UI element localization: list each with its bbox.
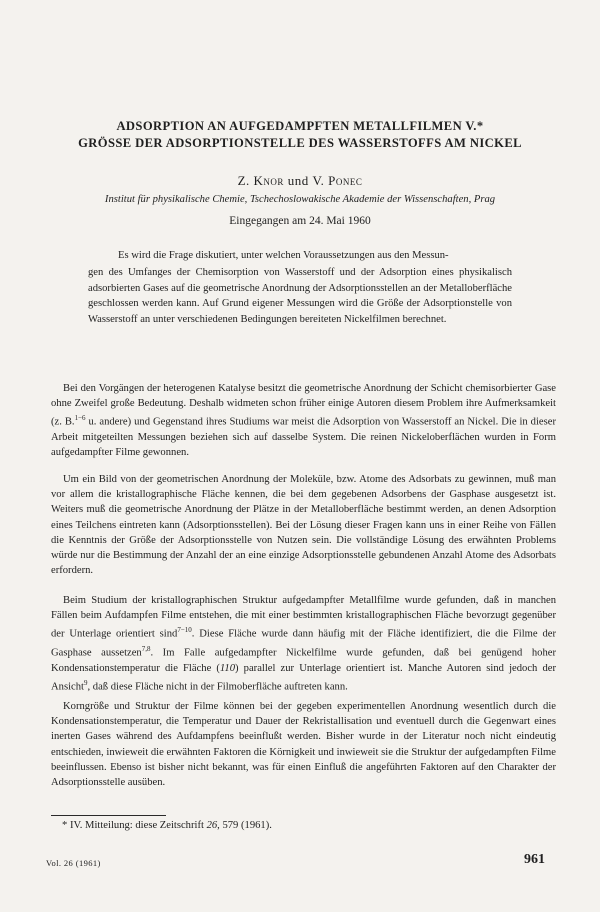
paper-title-line-1: ADSORPTION AN AUFGEDAMPFTEN METALLFILMEN V.* bbox=[116, 119, 484, 133]
footnote bbox=[62, 820, 272, 831]
p3-text-d: ) parallel zur Unterlage orientiert ist. Manche Autoren sind jedoch der Ansicht bbox=[51, 662, 556, 693]
page-number: 961 bbox=[524, 852, 545, 867]
p3-text-c: . Im Falle aufgedampfter Nickelfilme wurde gefunden, daß bei genügend hoher Kondensationstemperatur die Fläche ( bbox=[51, 647, 556, 674]
p1-text-b: u. andere) und Gegenstand ihres Studiums war meist die Adsorption von Wasserstoff an Nickel. Die in dieser Arbeit mitgeteilten Messungen beziehen sich auf dasselbe System. Die reinen Nickeloberflächen wurden in Form aufgedampfter Filme gewonnen. bbox=[51, 416, 556, 459]
p3-citation-1: 7−10 bbox=[177, 626, 192, 635]
p3-citation-3: 9 bbox=[83, 679, 88, 688]
p1-text-a: Bei den Vorgängen der heterogenen Katalyse besitzt die geometrische Anordnung der Schicht chemisorbierter Gase ohne Zweifel große Bedeutung. Deshalb widmeten schon früher einige Autoren diesem Problem ihre Aufmerksamkeit (z. B. bbox=[51, 383, 556, 428]
p1-citation: 1−6 bbox=[74, 414, 86, 423]
body-paragraph-1 bbox=[51, 381, 556, 461]
paper-title-line-2: GRÖSSE DER ADSORPTIONSTELLE DES WASSERSTOFFS AM NICKEL bbox=[78, 136, 522, 150]
author-line bbox=[40, 173, 560, 189]
author-connector: und bbox=[287, 173, 309, 188]
received-date: Eingegangen am 24. Mai 1960 bbox=[229, 215, 371, 227]
p3-text-e: , daß diese Fläche nicht in der Filmoberfläche auftreten kann. bbox=[87, 681, 348, 693]
footnote-divider bbox=[51, 815, 166, 816]
journal-volume: Vol. 26 (1961) bbox=[46, 858, 101, 868]
body-paragraph-4: Korngröße und Struktur der Filme können bei der gegeben experimentellen Anordnung wesentlich durch die Kondensationstemperatur, die Temperatur und Dauer der Rekristallisation und eventuell durch die Gegenwart eines inerten Gases während des Aufdampfens beeinflußt werden. Bisher wurde in der Literatur noch nicht eindeutig entschieden, inwieweit die erwähnten Faktoren die Körnigkeit und inwieweit sie die Struktur der aufgedampften Filme beeinflussen. Ebenso ist bisher nicht bekannt, was für einen Einfluß die angeführten Faktoren auf den Charakter der Adsorptionsstelle ausüben. bbox=[51, 701, 556, 789]
author-2: V. Ponec bbox=[312, 173, 363, 188]
abstract-body: gen des Umfanges der Chemisorption von Wasserstoff und der Adsorption eines physikalisch adsorbierten Gases auf die geometrische Anordnung der Adsorptionsstellen an der Metalloberfläche geschlossen werden kann. Auf Grund eigener Messungen wird die Größe der Adsorptionstelle von Wasserstoff an unter verschiedenen Bedingungen bereiteten Nickelfilmen berechnet. bbox=[88, 267, 512, 325]
body-paragraph-2: Um ein Bild von der geometrischen Anordnung der Moleküle, bzw. Atome des Adsorbats zu gewinnen, muß man vor allem die kristallographische Fläche kennen, die bei dem gegebenen Adsorbens der Gasphase ausgesetzt ist. Weiters muß die geometrische Anordnung der Plätze in der Metalloberfläche bestimmt werden, an denen Adsorption eines Teilchens eintreten kann (Adsorptionsstellen). Bei der Lösung dieser Fragen kann uns in einer Reihe von Fällen die Kenntnis der Größe der Adsorptionsstelle von Nutzen sein. Die vollständige Lösung des erwähnten Problems würde nur die Bestimmung der Anzahl der an eine einzige Adsorptionsstelle gebundenen Anzahl Atome des Adsorbats erfordern. bbox=[51, 474, 556, 577]
crystal-plane-index: 110 bbox=[219, 662, 236, 674]
p3-citation-2: 7,8 bbox=[141, 645, 151, 654]
abstract-first-line: Es wird die Frage diskutiert, unter welchen Voraussetzungen aus den Messun- bbox=[118, 250, 449, 261]
footnote-text-a: * IV. Mitteilung: diese Zeitschrift bbox=[62, 820, 207, 831]
footnote-volume: 26 bbox=[206, 820, 218, 831]
footnote-text-b: , 579 (1961). bbox=[217, 820, 272, 831]
body-paragraph-3 bbox=[51, 593, 556, 695]
p3-text-b: . Diese Fläche wurde dann häufig mit der Fläche identifiziert, die die Filme der Gasphase aussetzen bbox=[51, 628, 556, 659]
author-1: Z. Knor bbox=[237, 173, 284, 188]
p3-text-a: Beim Studium der kristallographischen Struktur aufgedampfter Metallfilme wurde gefunden, daß in manchen Fällen beim Aufdampfen Filme entstehen, die mit einer bestimmten kristallographischen Fläche bevorzugt gegenüber der Unterlage orientiert sind bbox=[51, 595, 556, 640]
affiliation: Institut für physikalische Chemie, Tschechoslowakische Akademie der Wissenschaften, Prag bbox=[104, 194, 496, 205]
